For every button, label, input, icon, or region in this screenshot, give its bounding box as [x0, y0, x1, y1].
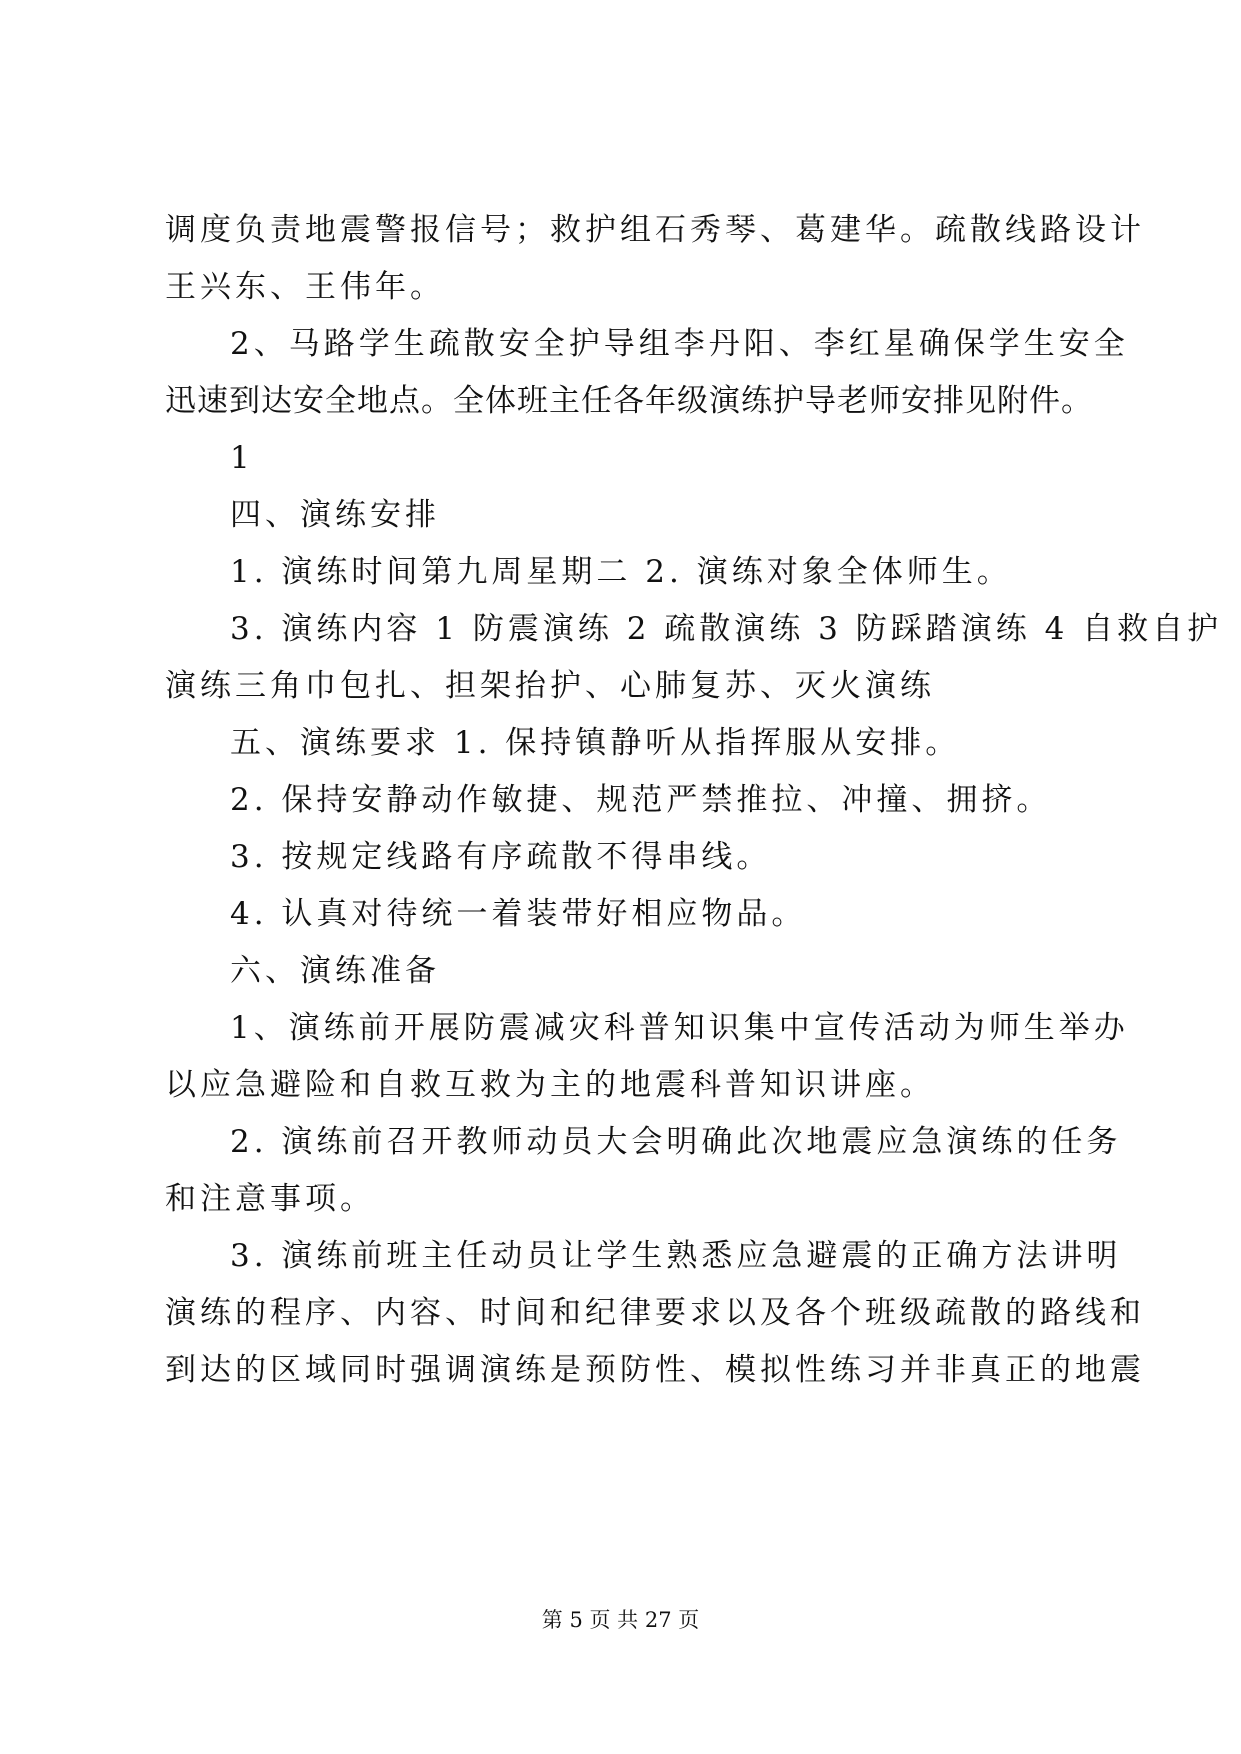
text-line: 3. 演练前班主任动员让学生熟悉应急避震的正确方法讲明: [230, 1238, 1122, 1274]
text-line: 4. 认真对待统一着装带好相应物品。: [230, 896, 807, 932]
section-heading: 四、演练安排: [230, 497, 440, 533]
text-line: 和注意事项。: [165, 1181, 375, 1217]
text-line: 调度负责地震警报信号；救护组石秀琴、葛建华。疏散线路设计: [165, 212, 1145, 248]
text-line: 王兴东、王伟年。: [165, 269, 445, 305]
text-line: 1、演练前开展防震减灾科普知识集中宣传活动为师生举办: [230, 1010, 1129, 1046]
text-line: 到达的区域同时强调演练是预防性、模拟性练习并非真正的地震: [165, 1352, 1145, 1388]
text-line: 以应急避险和自救互救为主的地震科普知识讲座。: [165, 1067, 935, 1103]
text-line: 1: [230, 440, 254, 476]
text-line: 演练的程序、内容、时间和纪律要求以及各个班级疏散的路线和: [165, 1295, 1145, 1331]
section-heading: 六、演练准备: [230, 953, 440, 989]
text-line: 1. 演练时间第九周星期二 2. 演练对象全体师生。: [230, 554, 1012, 590]
text-line: 迅速到达安全地点。全体班主任各年级演练护导老师安排见附件。: [165, 383, 1093, 419]
text-line: 3. 按规定线路有序疏散不得串线。: [230, 839, 772, 875]
text-line: 3. 演练内容 1 防震演练 2 疏散演练 3 防踩踏演练 4 自救自护: [230, 611, 1223, 647]
section-heading: 五、演练要求 1. 保持镇静听从指挥服从安排。: [230, 725, 961, 761]
text-line: 演练三角巾包扎、担架抬护、心肺复苏、灭火演练: [165, 668, 935, 704]
page-number-footer: 第 5 页 共 27 页: [541, 1608, 700, 1632]
text-line: 2、马路学生疏散安全护导组李丹阳、李红星确保学生安全: [230, 326, 1129, 362]
text-line: 2. 保持安静动作敏捷、规范严禁推拉、冲撞、拥挤。: [230, 782, 1052, 818]
text-line: 2. 演练前召开教师动员大会明确此次地震应急演练的任务: [230, 1124, 1122, 1160]
